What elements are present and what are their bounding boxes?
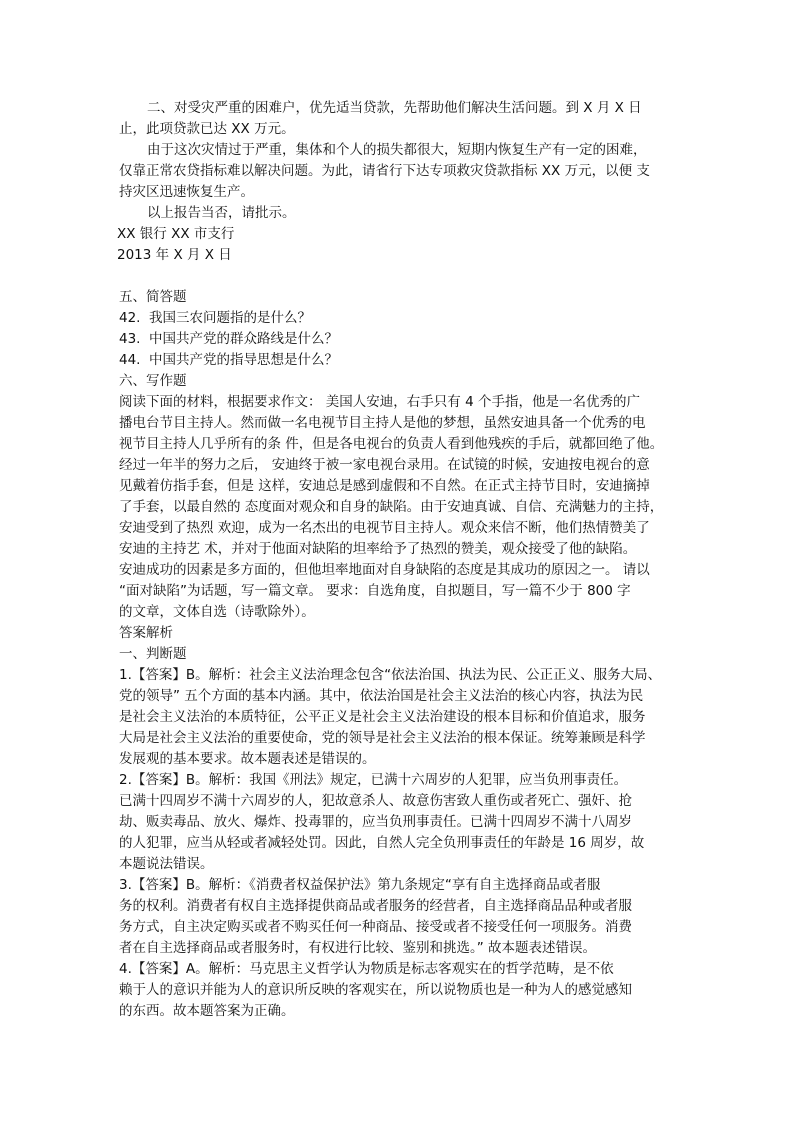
answer-line: 大局是社会主义法治的重要使命，党的领导是社会主义法治的根本保证。统筹兼顾是科学 xyxy=(119,730,646,746)
answer-line: 务的权利。消费者有权自主选择提供商品或者服务的经营者，自主选择商品品种或者服 xyxy=(119,898,632,914)
report-signature: XX 银行 XX 市支行 xyxy=(117,226,235,242)
writing-line: 的文章，文体自选（诗歌除外）。 xyxy=(119,604,315,620)
answer-line: 务方式，自主决定购买或者不购买任何一种商品、接受或者不接受任何一项服务。消费 xyxy=(119,919,632,935)
writing-line: 了手套，以最自然的 态度面对观众和自身的缺陷。由于安迪真诚、自信、充满魅力的主持， xyxy=(119,499,664,515)
writing-line: 经过一年半的努力之后， 安迪终于被一家电视台录用。在试镜的时候，安迪按电视台的意 xyxy=(119,457,650,473)
answer-line: 的东西。故本题答案为正确。 xyxy=(119,1003,295,1019)
question-44: 44. 中国共产党的指导思想是什么？ xyxy=(119,352,339,368)
question-43: 43. 中国共产党的群众路线是什么？ xyxy=(119,331,339,347)
short-answer-heading: 五、简答题 xyxy=(119,289,187,305)
report-closing: 以上报告当否，请批示。 xyxy=(147,205,296,221)
answer-line: 3.【答案】B。解析：《消费者权益保护法》第九条规定“享有自主选择商品或者服 xyxy=(119,877,601,893)
writing-line: 视节目主持人几乎所有的条 件，但是各电视台的负责人看到他残疾的手后，就都回绝了他。 xyxy=(119,436,664,452)
answer-line: 的人犯罪，应当从轻或者减轻处罚。因此，自然人完全负刑事责任的年龄是 16 周岁，故 xyxy=(119,835,645,851)
writing-line: 播电台节目主持人。然而做一名电视节目主持人是他的梦想，虽然安迪具备一个优秀的电 xyxy=(119,415,646,431)
answer-line: 党的领导” 五个方面的基本内涵。其中，依法治国是社会主义法治的核心内容，执法为民 xyxy=(119,688,644,704)
writing-heading: 六、写作题 xyxy=(119,373,187,389)
writing-line: 见戴着仿指手套，但是 这样，安迪总是感到虚假和不自然。在正式主持节目时，安迪摘掉 xyxy=(119,478,650,494)
answer-line: 赖于人的意识并能为人的意识所反映的客观实在，所以说物质也是一种为人的感觉感知 xyxy=(119,982,632,998)
answer-line: 已满十四周岁不满十六周岁的人，犯故意杀人、故意伤害致人重伤或者死亡、强奸、抢 xyxy=(119,793,632,809)
report-date: 2013 年 X 月 X 日 xyxy=(117,247,232,263)
report-paragraph-2-line-1: 二、对受灾严重的困难户，优先适当贷款，先帮助他们解决生活问题。到 X 月 X 日 xyxy=(147,100,642,116)
report-paragraph-2-line-2: 止，此项贷款已达 XX 万元。 xyxy=(119,121,295,137)
answer-line: 本题说法错误。 xyxy=(119,856,214,872)
report-paragraph-3-line-2: 仅靠正常农贷指标难以解决问题。为此，请省行下达专项救灾贷款指标 XX 万元，以便 支 xyxy=(119,163,650,179)
answer-line: 2.【答案】B。解析：我国《刑法》规定，已满十六周岁的人犯罪，应当负刑事责任。 xyxy=(119,772,628,788)
question-42: 42. 我国三农问题指的是什么？ xyxy=(119,310,312,326)
writing-line: “面对缺陷”为话题，写一篇文章。 要求：自选角度，自拟题目，写一篇不少于 800 字 xyxy=(119,583,631,599)
report-paragraph-3-line-3: 持灾区迅速恢复生产。 xyxy=(119,184,254,200)
writing-line: 阅读下面的材料，根据要求作文： 美国人安迪，右手只有 4 个手指，他是一名优秀的广 xyxy=(119,394,640,410)
writing-line: 安迪受到了热烈 欢迎，成为一名杰出的电视节目主持人。观众来信不断，他们热情赞美了 xyxy=(119,520,650,536)
answer-line: 是社会主义法治的本质特征，公平正义是社会主义法治建设的根本目标和价值追求，服务 xyxy=(119,709,646,725)
answers-heading: 答案解析 xyxy=(119,625,173,641)
answer-line: 劫、贩卖毒品、放火、爆炸、投毒罪的，应当负刑事责任。已满十四周岁不满十八周岁 xyxy=(119,814,632,830)
writing-line: 安迪的主持艺 术，并对于他面对缺陷的坦率给予了热烈的赞美，观众接受了他的缺陷。 xyxy=(119,541,637,557)
answer-line: 发展观的基本要求。故本题表述是错误的。 xyxy=(119,751,376,767)
report-paragraph-3-line-1: 由于这次灾情过于严重，集体和个人的损失都很大，短期内恢复生产有一定的困难， xyxy=(147,142,647,158)
answer-line: 者在自主选择商品或者服务时，有权进行比较、鉴别和挑选。” 故本题表述错误。 xyxy=(119,940,597,956)
answer-line: 1.【答案】B。解析：社会主义法治理念包含“依法治国、执法为民、公正正义、服务大局、 xyxy=(119,667,662,683)
answer-line: 4.【答案】A。解析：马克思主义哲学认为物质是标志客观实在的哲学范畴，是不依 xyxy=(119,961,614,977)
writing-line: 安迪成功的因素是多方面的，但他坦率地面对自身缺陷的态度是其成功的原因之一。 请以 xyxy=(119,562,650,578)
answers-section-judgement: 一、判断题 xyxy=(119,646,187,662)
